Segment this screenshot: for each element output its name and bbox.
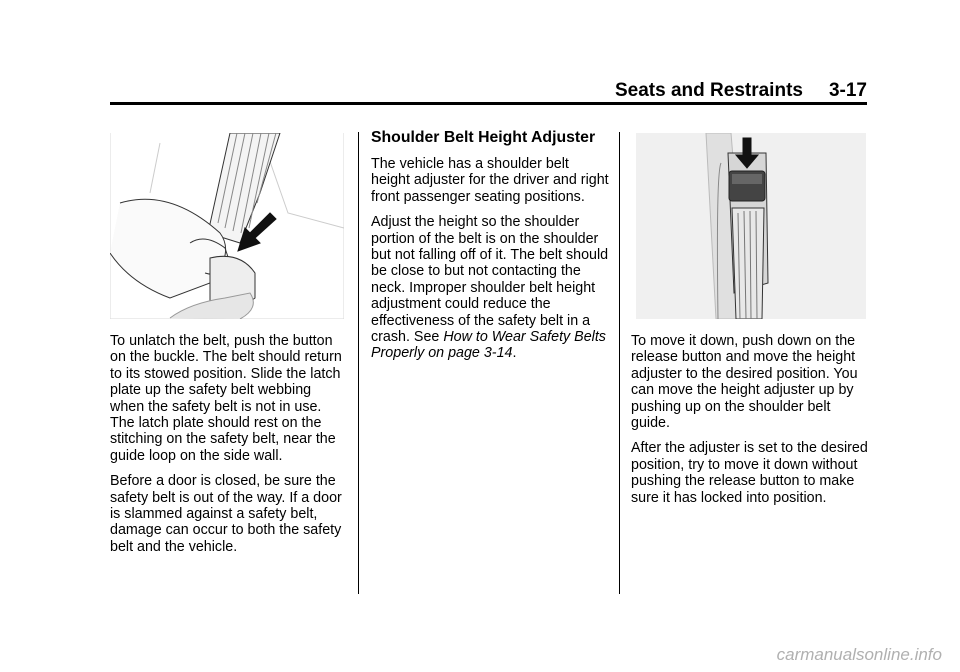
middle-paragraph-2-text: Adjust the height so the shoulder portion of the belt is on the shoulder but not falling off of it. The belt should be close to but not contacting the neck. Improper shoulder belt height adjustment could reduce the effectiveness of the safety belt in a crash. See bbox=[371, 214, 609, 346]
middle-paragraph-2 bbox=[371, 214, 609, 362]
header-rule bbox=[110, 102, 867, 105]
right-paragraph-1: To move it down, push down on the release button and move the height adjuster to the desired position. You can move the height adjuster up by pushing up on the shoulder belt guide. bbox=[631, 333, 858, 432]
page-header bbox=[615, 80, 867, 102]
left-paragraph-1: To unlatch the belt, push the button on the buckle. The belt should return to its stowed position. Slide the latch plate up the safety belt webbing when the safety belt is not in use. The latch plate should rest on the stitching on the safety belt, near the guide loop on the side wall. bbox=[110, 333, 342, 464]
left-paragraph-2: Before a door is closed, be sure the safety belt is out of the way. If a door is slammed against a safety belt, damage can occur to both the safety belt and the vehicle. bbox=[110, 473, 342, 555]
column-divider-left bbox=[358, 132, 359, 594]
middle-column bbox=[371, 128, 609, 371]
middle-paragraph-1: The vehicle has a shoulder belt height adjuster for the driver and right front passenger seating positions. bbox=[371, 156, 609, 205]
height-adjuster-illustration bbox=[636, 133, 866, 319]
page-number: 3-17 bbox=[828, 80, 867, 101]
section-title: Seats and Restraints bbox=[615, 80, 803, 101]
section-heading: Shoulder Belt Height Adjuster bbox=[371, 129, 596, 146]
right-paragraph-2: After the adjuster is set to the desired position, try to move it down without pushing the release button to make sure it has locked into position. bbox=[631, 440, 868, 506]
column-divider-right bbox=[619, 132, 620, 594]
cross-reference-link[interactable]: How to Wear Safety Belts Properly on page 3-14 bbox=[371, 329, 606, 362]
right-column bbox=[631, 333, 869, 515]
left-column bbox=[110, 333, 348, 564]
watermark: carmanualsonline.info bbox=[776, 645, 942, 664]
middle-paragraph-2-end: . bbox=[512, 345, 517, 362]
buckle-release-illustration bbox=[110, 133, 344, 319]
